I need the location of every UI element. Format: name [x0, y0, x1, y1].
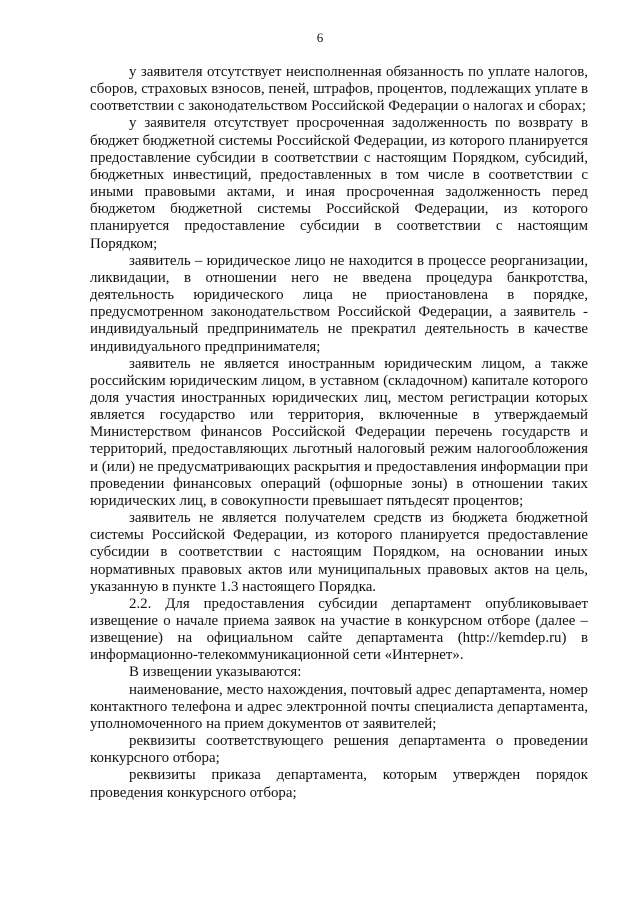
- paragraph-notice-contents: В извещении указываются:: [129, 664, 302, 681]
- paragraph-order-details: реквизиты приказа департамента, которым утвержден порядок проведения конкурсного отбора;: [90, 767, 588, 801]
- paragraph-foreign-entity: заявитель не является иностранным юридическим лицом, а также российским юридическим лицом, в уставном (складочном) капитале которого доля участия иностранных юридических лиц, местом регистрации которых является государство или территория, включенные в утверждаемый Министерством финансов Российской Федерации перечень государств и территорий, предоставляющих льготный налоговый режим налогообложения и (или) не предусматривающих раскрытия и предоставления информации при проведении финансовых операций (офшорные зоны) в отношении таких юридических лиц, в совокупности превышает пятьдесят процентов;: [90, 355, 588, 509]
- paragraph-overdue-debt: у заявителя отсутствует просроченная задолженность по возврату в бюджет бюджетной системы Российской Федерации, из которого планируется предоставление субсидии в соответствии с настоящим Порядком, субсидий, бюджетных инвестиций, предоставленных в том числе в соответствии с иными правовыми актами, и иная просроченная задолженность перед бюджетом бюджетной системы Российской Федерации, из которого планируется предоставление субсидии в соответствии с настоящим Порядком;: [90, 115, 588, 252]
- paragraph-decision-details: реквизиты соответствующего решения департамента о проведении конкурсного отбора;: [90, 733, 588, 767]
- paragraph-department-contacts: наименование, место нахождения, почтовый адрес департамента, номер контактного телефона и адрес электронной почты специалиста департамента, уполномоченного на прием документов от заявителей;: [90, 681, 588, 732]
- paragraph-tax-obligations: у заявителя отсутствует неисполненная обязанность по уплате налогов, сборов, страховых взносов, пеней, штрафов, процентов, подлежащих уплате в соответствии с законодательством Российской Федерации о налогах и сборах;: [90, 64, 588, 115]
- document-body: [90, 64, 588, 802]
- paragraph-other-funds: заявитель не является получателем средств из бюджета бюджетной системы Российской Федерации, из которого планируется предоставление субсидии в соответствии с настоящим Порядком, на основании иных нормативных правовых актов или муниципальных правовых актов на цель, указанную в пункте 1.3 настоящего Порядка.: [90, 510, 588, 595]
- page-number: 6: [316, 30, 324, 45]
- paragraph-legal-entity-status: заявитель – юридическое лицо не находится в процессе реорганизации, ликвидации, в отношении него не введена процедура банкротства, деятельность юридического лица не приостановлена в порядке, предусмотренном законодательством Российской Федерации, а заявитель - индивидуальный предприниматель не прекратил деятельность в качестве индивидуального предпринимателя;: [90, 252, 588, 355]
- paragraph-section-2-2: 2.2. Для предоставления субсидии департамент опубликовывает извещение о начале приема заявок на участие в конкурсном отборе (далее – извещение) на официальном сайте департамента (http://kemdep.ru) в информационно-телекоммуникационной сети «Интернет».: [90, 595, 588, 664]
